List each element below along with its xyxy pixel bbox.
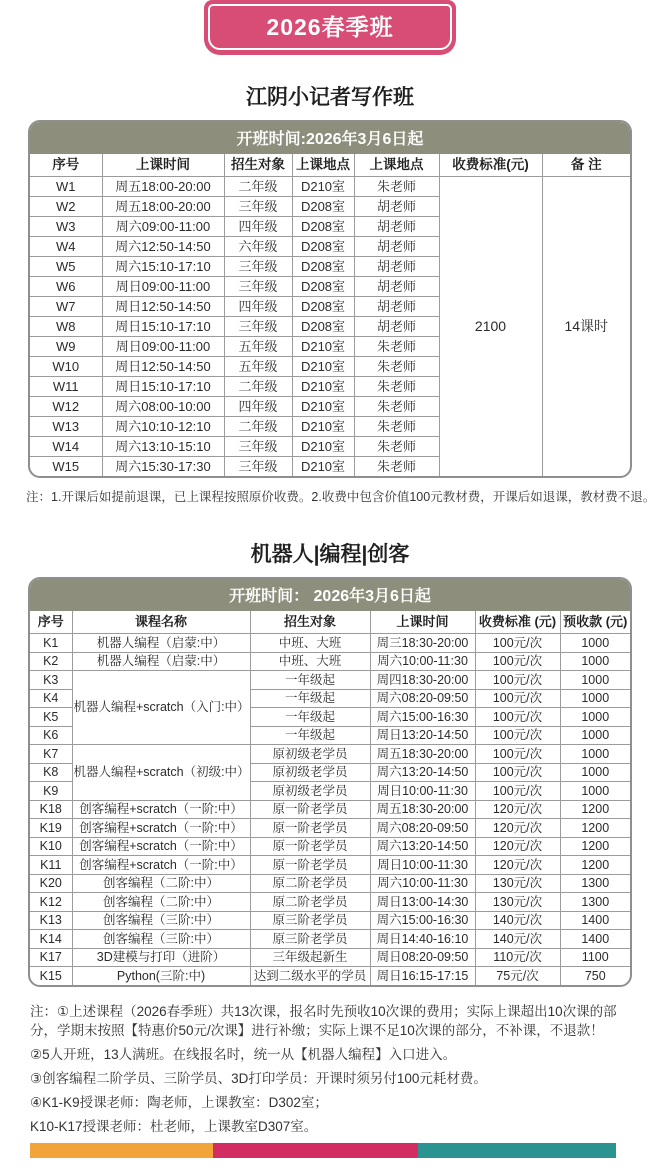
writing-cell-teacher: 朱老师 [354, 177, 439, 197]
robot-cell-target: 三年级起新生 [250, 948, 370, 967]
robot-cell-fee: 100元/次 [475, 726, 560, 745]
writing-table-row [30, 177, 630, 197]
writing-cell-room: D210室 [292, 417, 354, 437]
robot-cell-target: 原三阶老学员 [250, 930, 370, 949]
writing-cell-time: 周日15:10-17:10 [102, 377, 224, 397]
robot-column-header: 收费标准 (元) [475, 611, 560, 634]
robot-cell-id: K17 [30, 948, 72, 967]
robot-cell-course: 机器人编程+scratch（初级:中） [72, 745, 250, 801]
robot-cell-fee: 120元/次 [475, 837, 560, 856]
robot-notes [30, 1002, 630, 1137]
writing-cell-grade: 三年级 [224, 257, 292, 277]
writing-cell-time: 周六12:50-14:50 [102, 237, 224, 257]
robot-cell-target: 原初级老学员 [250, 763, 370, 782]
robot-column-header: 序号 [30, 611, 72, 634]
robot-cell-id: K7 [30, 745, 72, 764]
robot-cell-course: 创客编程（三阶:中） [72, 930, 250, 949]
writing-cell-time: 周六13:10-15:10 [102, 437, 224, 457]
writing-cell-room: D208室 [292, 317, 354, 337]
robot-cell-time: 周日13:00-14:30 [370, 893, 475, 912]
robot-cell-target: 达到二级水平的学员 [250, 967, 370, 985]
writing-cell-grade: 四年级 [224, 217, 292, 237]
writing-cell-teacher: 胡老师 [354, 317, 439, 337]
writing-cell-id: W9 [30, 337, 102, 357]
writing-cell-teacher: 朱老师 [354, 457, 439, 477]
robot-cell-target: 中班、大班 [250, 634, 370, 653]
robot-cell-deposit: 1000 [560, 671, 630, 690]
robot-cell-time: 周六15:00-16:30 [370, 911, 475, 930]
writing-note: 注：1.开课后如提前退课，已上课程按照原价收费。2.收费中包含价值100元教材费，开课后如退课，教材费不退。 [26, 490, 656, 504]
writing-cell-room: D208室 [292, 197, 354, 217]
robot-cell-time: 周六08:20-09:50 [370, 819, 475, 838]
robot-cell-course: 创客编程+scratch（一阶:中） [72, 837, 250, 856]
writing-cell-id: W11 [30, 377, 102, 397]
writing-cell-id: W15 [30, 457, 102, 477]
robot-cell-deposit: 1000 [560, 708, 630, 727]
robot-cell-fee: 110元/次 [475, 948, 560, 967]
writing-start-banner: 开班时间:2026年3月6日起 [30, 122, 630, 154]
robot-cell-time: 周四18:30-20:00 [370, 671, 475, 690]
writing-cell-teacher: 胡老师 [354, 257, 439, 277]
robot-cell-deposit: 1300 [560, 893, 630, 912]
robot-cell-time: 周五18:30-20:00 [370, 745, 475, 764]
robot-cell-course: 机器人编程（启蒙:中） [72, 634, 250, 653]
writing-cell-time: 周日09:00-11:00 [102, 337, 224, 357]
robot-cell-deposit: 1200 [560, 856, 630, 875]
writing-cell-room: D210室 [292, 437, 354, 457]
robot-note-line: ④K1-K9授课老师：陶老师，上课教室：D302室； [30, 1095, 328, 1111]
robot-cell-time: 周日16:15-17:15 [370, 967, 475, 985]
writing-cell-teacher: 胡老师 [354, 217, 439, 237]
robot-cell-target: 一年级起 [250, 689, 370, 708]
season-badge [204, 0, 456, 55]
writing-header-row [30, 154, 630, 177]
robot-cell-course: 机器人编程+scratch（入门:中） [72, 671, 250, 745]
robot-cell-fee: 100元/次 [475, 708, 560, 727]
robot-note-line: 注：①上述课程（2026春季班）共13次课，报名时先预收10次课的费用；实际上课超出10次课的部分，学期末按照【特惠价50元/次课】进行补缴；实际上课不足10次课的部分，不补课，不退款！ [30, 1003, 617, 1038]
robot-table-row [30, 967, 630, 985]
robot-cell-target: 一年级起 [250, 726, 370, 745]
robot-cell-target: 原一阶老学员 [250, 856, 370, 875]
robot-cell-fee: 100元/次 [475, 689, 560, 708]
writing-cell-id: W1 [30, 177, 102, 197]
footer-bar-teal-segment [418, 1143, 616, 1158]
writing-cell-teacher: 朱老师 [354, 377, 439, 397]
robot-column-header: 上课时间 [370, 611, 475, 634]
writing-cell-room: D208室 [292, 277, 354, 297]
robot-cell-target: 原一阶老学员 [250, 819, 370, 838]
robot-table [30, 611, 630, 985]
robot-cell-time: 周六10:00-11:30 [370, 652, 475, 671]
writing-cell-id: W4 [30, 237, 102, 257]
writing-cell-room: D208室 [292, 237, 354, 257]
writing-cell-id: W13 [30, 417, 102, 437]
writing-cell-teacher: 胡老师 [354, 237, 439, 257]
writing-cell-teacher: 朱老师 [354, 357, 439, 377]
writing-cell-time: 周日12:50-14:50 [102, 297, 224, 317]
robot-cell-deposit: 1300 [560, 874, 630, 893]
writing-cell-id: W10 [30, 357, 102, 377]
robot-column-header: 招生对象 [250, 611, 370, 634]
robot-cell-id: K13 [30, 911, 72, 930]
robot-cell-deposit: 1100 [560, 948, 630, 967]
writing-cell-grade: 二年级 [224, 417, 292, 437]
writing-cell-id: W6 [30, 277, 102, 297]
writing-cell-id: W2 [30, 197, 102, 217]
writing-cell-time: 周六08:00-10:00 [102, 397, 224, 417]
robot-cell-course: 创客编程（二阶:中） [72, 874, 250, 893]
writing-cell-time: 周五18:00-20:00 [102, 177, 224, 197]
robot-cell-course: 创客编程（三阶:中） [72, 911, 250, 930]
robot-table-row [30, 634, 630, 653]
robot-cell-time: 周六13:20-14:50 [370, 837, 475, 856]
robot-cell-fee: 100元/次 [475, 671, 560, 690]
writing-cell-room: D210室 [292, 457, 354, 477]
robot-cell-course: 创客编程+scratch（一阶:中） [72, 856, 250, 875]
robot-cell-id: K19 [30, 819, 72, 838]
writing-cell-time: 周六09:00-11:00 [102, 217, 224, 237]
robot-cell-target: 一年级起 [250, 671, 370, 690]
robot-start-banner: 开班时间： 2026年3月6日起 [30, 579, 630, 611]
writing-column-header: 序号 [30, 154, 102, 177]
robot-cell-course: 创客编程+scratch（一阶:中） [72, 819, 250, 838]
robot-cell-deposit: 1200 [560, 800, 630, 819]
robot-cell-time: 周日10:00-11:30 [370, 782, 475, 801]
robot-cell-course: 机器人编程（启蒙:中） [72, 652, 250, 671]
robot-cell-deposit: 1000 [560, 652, 630, 671]
robot-table-row [30, 948, 630, 967]
writing-cell-teacher: 朱老师 [354, 417, 439, 437]
writing-column-header: 收费标准(元) [439, 154, 542, 177]
robot-cell-time: 周六08:20-09:50 [370, 689, 475, 708]
robot-note-line: K10-K17授课老师：杜老师，上课教室D307室。 [30, 1119, 318, 1135]
robot-note-line: ③创客编程二阶学员、三阶学员、3D打印学员：开课时须另付100元耗材费。 [30, 1070, 487, 1086]
robot-cell-target: 原一阶老学员 [250, 800, 370, 819]
writing-cell-id: W12 [30, 397, 102, 417]
writing-cell-teacher: 朱老师 [354, 437, 439, 457]
robot-cell-id: K5 [30, 708, 72, 727]
writing-cell-room: D208室 [292, 297, 354, 317]
robot-cell-id: K10 [30, 837, 72, 856]
robot-table-body [30, 634, 630, 985]
robot-note-line: ②5人开班，13人满班。在线报名时，统一从【机器人编程】入口进入。 [30, 1046, 457, 1062]
robot-table-row [30, 930, 630, 949]
robot-cell-id: K9 [30, 782, 72, 801]
robot-table-row [30, 745, 630, 764]
robot-cell-target: 原二阶老学员 [250, 874, 370, 893]
robot-cell-fee: 75元/次 [475, 967, 560, 985]
robot-cell-deposit: 1400 [560, 930, 630, 949]
robot-cell-target: 一年级起 [250, 708, 370, 727]
robot-cell-target: 原初级老学员 [250, 782, 370, 801]
robot-cell-fee: 120元/次 [475, 800, 560, 819]
robot-table-row [30, 874, 630, 893]
robot-cell-deposit: 1000 [560, 763, 630, 782]
robot-cell-time: 周六10:00-11:30 [370, 874, 475, 893]
robot-cell-deposit: 1000 [560, 689, 630, 708]
writing-cell-teacher: 胡老师 [354, 277, 439, 297]
writing-cell-room: D208室 [292, 257, 354, 277]
footer-bar-orange-segment [30, 1143, 213, 1158]
writing-cell-id: W5 [30, 257, 102, 277]
robot-cell-course: 3D建模与打印（进阶） [72, 948, 250, 967]
writing-cell-grade: 四年级 [224, 297, 292, 317]
robot-cell-deposit: 1000 [560, 782, 630, 801]
writing-cell-grade: 三年级 [224, 457, 292, 477]
writing-cell-room: D208室 [292, 217, 354, 237]
robot-cell-course: Python(三阶:中) [72, 967, 250, 985]
robot-cell-time: 周日14:40-16:10 [370, 930, 475, 949]
writing-cell-room: D210室 [292, 377, 354, 397]
robot-cell-deposit: 1000 [560, 745, 630, 764]
robot-table-row [30, 856, 630, 875]
robot-cell-deposit: 1000 [560, 726, 630, 745]
writing-column-header: 备 注 [542, 154, 630, 177]
writing-table-card [28, 120, 632, 478]
writing-cell-grade: 二年级 [224, 177, 292, 197]
robot-cell-time: 周六15:00-16:30 [370, 708, 475, 727]
robot-cell-time: 周五18:30-20:00 [370, 800, 475, 819]
writing-cell-time: 周日09:00-11:00 [102, 277, 224, 297]
robot-cell-id: K6 [30, 726, 72, 745]
writing-fee-merged-cell: 2100 [439, 177, 542, 477]
robot-cell-id: K14 [30, 930, 72, 949]
robot-cell-id: K2 [30, 652, 72, 671]
writing-cell-grade: 二年级 [224, 377, 292, 397]
writing-cell-time: 周五18:00-20:00 [102, 197, 224, 217]
writing-cell-grade: 四年级 [224, 397, 292, 417]
robot-cell-fee: 100元/次 [475, 763, 560, 782]
robot-cell-fee: 120元/次 [475, 856, 560, 875]
writing-cell-time: 周日12:50-14:50 [102, 357, 224, 377]
robot-cell-fee: 120元/次 [475, 819, 560, 838]
robot-cell-id: K4 [30, 689, 72, 708]
robot-cell-deposit: 1000 [560, 634, 630, 653]
writing-cell-id: W3 [30, 217, 102, 237]
robot-cell-time: 周日13:20-14:50 [370, 726, 475, 745]
robot-cell-fee: 140元/次 [475, 930, 560, 949]
writing-cell-room: D210室 [292, 397, 354, 417]
writing-cell-room: D210室 [292, 177, 354, 197]
footer-bar-pink-segment [213, 1143, 418, 1158]
writing-remark-merged-cell: 14课时 [542, 177, 630, 477]
robot-cell-time: 周日10:00-11:30 [370, 856, 475, 875]
robot-section-title: 机器人|编程|创客 [250, 543, 410, 566]
writing-cell-grade: 五年级 [224, 337, 292, 357]
robot-cell-deposit: 1200 [560, 837, 630, 856]
robot-cell-id: K3 [30, 671, 72, 690]
writing-cell-time: 周六10:10-12:10 [102, 417, 224, 437]
robot-cell-time: 周日08:20-09:50 [370, 948, 475, 967]
robot-table-row [30, 893, 630, 912]
writing-cell-teacher: 朱老师 [354, 397, 439, 417]
robot-cell-id: K12 [30, 893, 72, 912]
writing-table-head [30, 154, 630, 177]
writing-cell-time: 周六15:10-17:10 [102, 257, 224, 277]
robot-cell-target: 原二阶老学员 [250, 893, 370, 912]
robot-cell-fee: 100元/次 [475, 634, 560, 653]
robot-cell-target: 原三阶老学员 [250, 911, 370, 930]
writing-column-header: 上课地点 [354, 154, 439, 177]
writing-cell-time: 周六15:30-17:30 [102, 457, 224, 477]
robot-table-card [28, 577, 632, 987]
robot-table-row [30, 837, 630, 856]
robot-cell-target: 中班、大班 [250, 652, 370, 671]
writing-column-header: 上课时间 [102, 154, 224, 177]
season-badge-label: 2026春季班 [208, 4, 452, 50]
writing-cell-grade: 三年级 [224, 317, 292, 337]
writing-section-title: 江阴小记者写作班 [246, 86, 414, 109]
writing-cell-grade: 三年级 [224, 197, 292, 217]
robot-table-row [30, 800, 630, 819]
robot-cell-id: K20 [30, 874, 72, 893]
writing-cell-room: D210室 [292, 357, 354, 377]
robot-cell-time: 周六13:20-14:50 [370, 763, 475, 782]
robot-table-row [30, 652, 630, 671]
writing-table [30, 154, 630, 476]
robot-column-header: 预收款 (元) [560, 611, 630, 634]
robot-cell-fee: 130元/次 [475, 893, 560, 912]
robot-cell-deposit: 1400 [560, 911, 630, 930]
robot-cell-fee: 100元/次 [475, 782, 560, 801]
writing-cell-teacher: 胡老师 [354, 297, 439, 317]
robot-cell-id: K11 [30, 856, 72, 875]
writing-cell-grade: 五年级 [224, 357, 292, 377]
robot-cell-id: K15 [30, 967, 72, 985]
writing-cell-id: W7 [30, 297, 102, 317]
robot-cell-time: 周三18:30-20:00 [370, 634, 475, 653]
robot-cell-fee: 100元/次 [475, 745, 560, 764]
writing-column-header: 上课地点 [292, 154, 354, 177]
writing-cell-teacher: 朱老师 [354, 337, 439, 357]
robot-cell-id: K1 [30, 634, 72, 653]
writing-cell-teacher: 胡老师 [354, 197, 439, 217]
writing-cell-id: W8 [30, 317, 102, 337]
writing-cell-grade: 三年级 [224, 277, 292, 297]
robot-cell-id: K18 [30, 800, 72, 819]
robot-cell-id: K8 [30, 763, 72, 782]
robot-cell-deposit: 750 [560, 967, 630, 985]
writing-cell-id: W14 [30, 437, 102, 457]
writing-cell-room: D210室 [292, 337, 354, 357]
robot-table-row [30, 819, 630, 838]
robot-cell-target: 原一阶老学员 [250, 837, 370, 856]
robot-column-header: 课程名称 [72, 611, 250, 634]
writing-column-header: 招生对象 [224, 154, 292, 177]
robot-cell-deposit: 1200 [560, 819, 630, 838]
robot-cell-target: 原初级老学员 [250, 745, 370, 764]
robot-header-row [30, 611, 630, 634]
robot-table-head [30, 611, 630, 634]
writing-cell-grade: 三年级 [224, 437, 292, 457]
robot-cell-fee: 140元/次 [475, 911, 560, 930]
robot-cell-fee: 100元/次 [475, 652, 560, 671]
writing-cell-time: 周日15:10-17:10 [102, 317, 224, 337]
footer-color-bar [30, 1143, 616, 1158]
robot-cell-course: 创客编程（二阶:中） [72, 893, 250, 912]
robot-table-row [30, 671, 630, 690]
writing-cell-grade: 六年级 [224, 237, 292, 257]
robot-cell-fee: 130元/次 [475, 874, 560, 893]
robot-cell-course: 创客编程+scratch（一阶:中） [72, 800, 250, 819]
writing-table-body [30, 177, 630, 477]
robot-table-row [30, 911, 630, 930]
